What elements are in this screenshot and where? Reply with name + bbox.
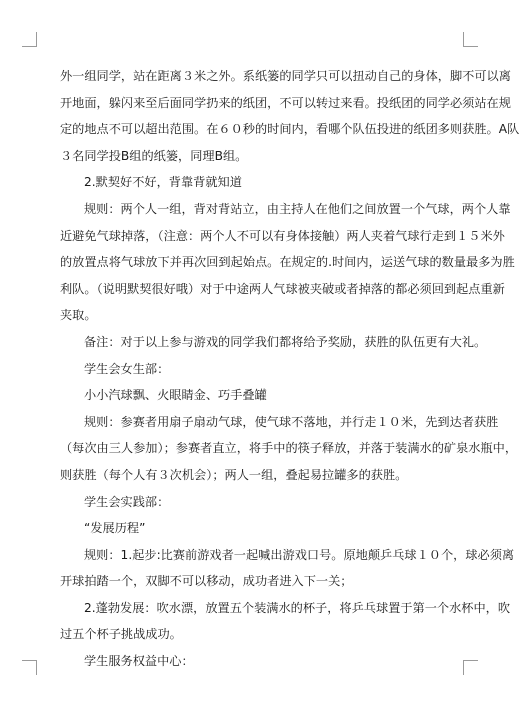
text-line: ３名同学投B组的纸篓，同理B组。: [60, 148, 248, 163]
text-line: 2.蓬勃发展：吹水漂，放置五个装满水的杯子，将乒乓球置于第一个水杯中，吹: [84, 600, 511, 615]
crop-mark-bottom-right: [463, 660, 478, 675]
text-line: 学生会实践部：: [84, 494, 170, 509]
text-line: 学生服务权益中心：: [84, 654, 194, 669]
text-line: 夹取。: [60, 308, 97, 323]
text-line: 过五个杯子挑战成功。: [60, 627, 182, 642]
text-line: 则获胜（每个人有３次机会）；两人一组，叠起易拉罐多的获胜。: [60, 467, 408, 482]
text-line: 外一组同学，站在距离３米之外。系纸篓的同学只可以扭动自己的身体，脚不可以离: [60, 69, 511, 83]
text-line: 学生会女生部：: [84, 361, 170, 376]
text-line: 开地面，躲闪来至后面同学扔来的纸团，不可以转过来看。投纸团的同学必须站在规: [60, 95, 511, 110]
text-line: 规则：两个人一组，背对背站立，由主持人在他们之间放置一个气球，两个人靠: [84, 201, 511, 216]
text-line: 小小汽球飘、火眼睛金、巧手叠罐: [84, 388, 267, 403]
crop-mark-top-left: [22, 32, 37, 47]
text-line: 开球拍踏一个，双脚不可以移动，成功者进入下一关；: [60, 574, 353, 589]
text-line: 备注：对于以上参与游戏的同学我们都将给予奖励，获胜的队伍更有大礼。: [84, 334, 487, 349]
crop-mark-top-right: [463, 32, 478, 47]
text-line: 规则：1.起步:比赛前游戏者一起喊出游戏口号。原地颠乒乓球１０个，球必须离: [84, 547, 515, 562]
text-line: 定的地点不可以超出范围。在６０秒的时间内，看哪个队伍投进的纸团多则获胜。A队: [60, 122, 519, 137]
text-line: 的放置点将气球放下并再次回到起始点。在规定的.时间内，运送气球的数量最多为胜: [60, 255, 515, 270]
text-line: 近避免气球掉落，（注意：两个人不可以有身体接触）两人夹着气球行走到１５米外: [60, 228, 505, 243]
text-line: 规则：参赛者用扇子扇动气球，使气球不落地，并行走１０米，先到达者获胜: [84, 414, 499, 429]
text-line: 2.默契好不好，背靠背就知道: [84, 175, 242, 190]
text-line: （每次由三人参加）；参赛者直立，将手中的筷子释放，并落于装满水的矿泉水瓶中，: [60, 441, 518, 456]
text-line: 利队。（说明默契很好哦）对于中途两人气球被夹破或者掉落的都必须回到起点重新: [60, 281, 505, 296]
crop-mark-bottom-left: [22, 660, 37, 675]
text-line: “发展历程”: [84, 521, 146, 536]
document-body: [60, 63, 519, 675]
